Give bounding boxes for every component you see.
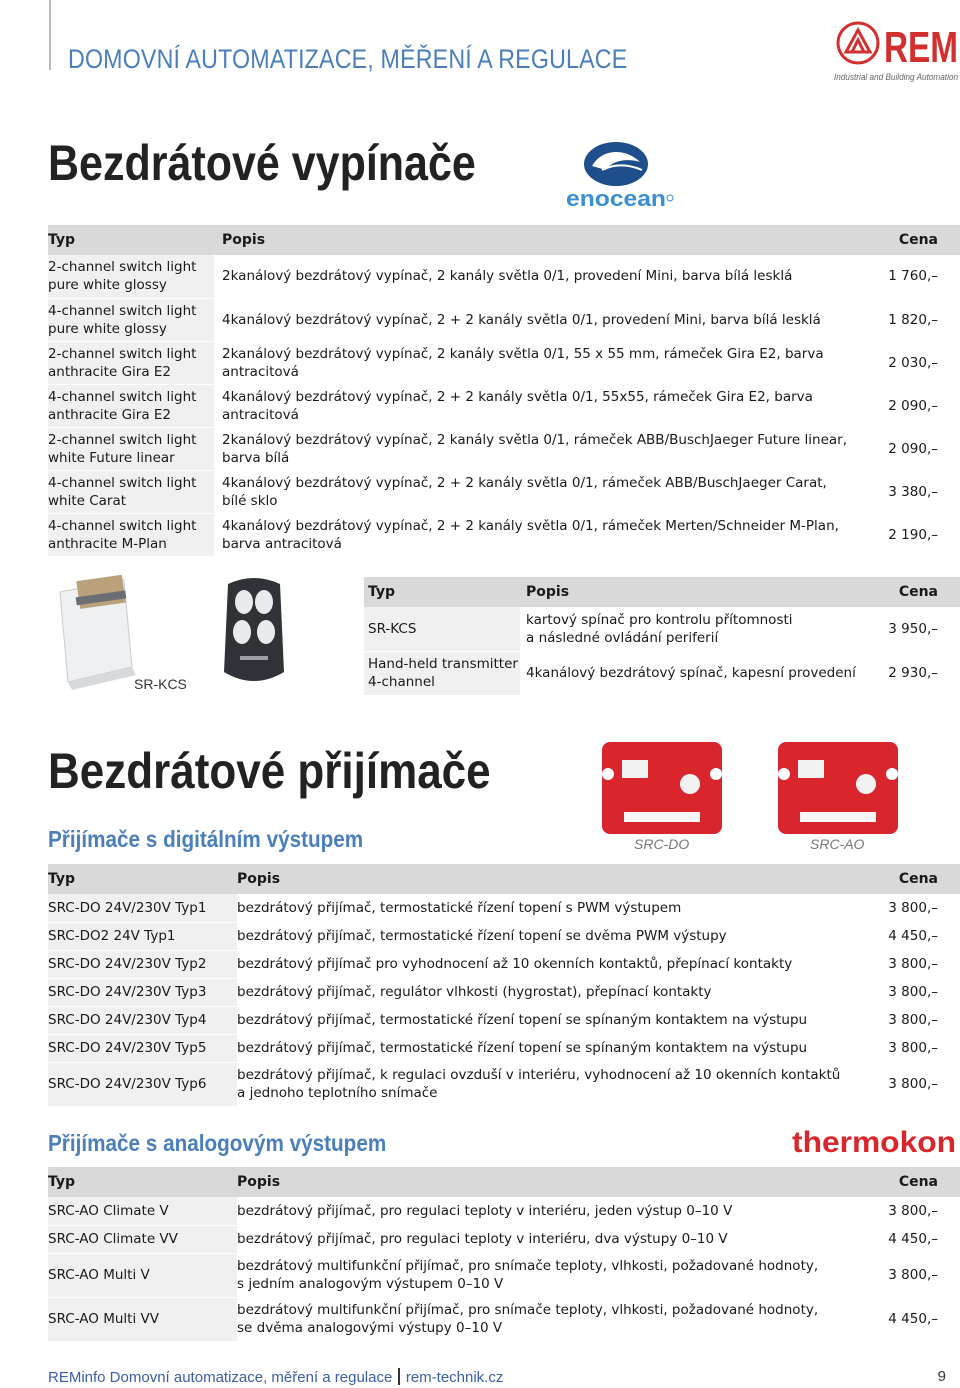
cell-popis-line: a následné ovládání periferií [526, 629, 719, 646]
cell-cena [867, 922, 960, 950]
cell-popis-line: bezdrátový přijímač, termostatické řízení topení se dvěma PWM výstupy [237, 928, 727, 944]
cell-cena [854, 255, 960, 298]
cell-cena-line: 2 090,– [888, 440, 938, 457]
cell-typ-line: 4-channel [368, 674, 435, 690]
cell-popis [214, 384, 854, 427]
cell-cena-line: 3 800,– [888, 956, 938, 972]
cell-cena-line: 3 800,– [888, 899, 938, 916]
cell-popis-line: bezdrátový přijímač, termostatické řízení topení se spínaným kontaktem na výstupu [237, 1012, 808, 1028]
cell-popis-line: 2kanálový bezdrátový vypínač, 2 kanály světla 0/1, 55 x 55 mm, rámeček Gira E2, barva [222, 345, 824, 362]
cell-popis-line: a jednoho teplotního snímače [237, 1085, 438, 1101]
cell-cena-line: 4 450,– [888, 1311, 938, 1327]
cell-popis-line: barva antracitová [222, 535, 342, 552]
cell-typ [48, 255, 214, 298]
cell-typ [48, 1034, 237, 1062]
cell-cena [870, 651, 960, 695]
logo-text: REM [884, 23, 958, 72]
cell-cena-line: 3 380,– [888, 483, 938, 500]
cell-typ [364, 651, 520, 695]
table-row [48, 470, 960, 513]
cell-popis [237, 1034, 867, 1062]
cell-cena [854, 513, 960, 556]
cell-typ [48, 922, 237, 950]
cell-popis [237, 894, 867, 922]
table-row [48, 1062, 960, 1106]
cell-cena [867, 1297, 960, 1341]
cell-typ [48, 1297, 237, 1341]
cell-cena-line: 3 800,– [888, 1202, 938, 1219]
cell-typ-line: 4-channel switch light [48, 388, 197, 405]
enocean-text: enocean [566, 186, 666, 211]
src-ao-image [770, 738, 906, 838]
cell-popis [214, 341, 854, 384]
page-number: 9 [937, 1368, 946, 1385]
cell-typ-line: 2-channel switch light [48, 259, 197, 276]
table-row [48, 894, 960, 922]
cell-typ [48, 1062, 237, 1106]
cell-cena [870, 607, 960, 651]
cell-popis [237, 1253, 867, 1297]
col-cena: Cena [870, 577, 960, 607]
cell-typ-line: SRC-AO Multi VV [48, 1311, 159, 1327]
cell-popis-line: se dvěma analogovými výstupy 0–10 V [237, 1320, 503, 1336]
cell-popis [237, 922, 867, 950]
cell-typ [48, 1006, 237, 1034]
cell-popis [214, 513, 854, 556]
cell-cena [867, 978, 960, 1006]
cell-popis-line: antracitová [222, 363, 299, 380]
col-popis: Popis [214, 225, 854, 255]
cell-typ [364, 607, 520, 651]
cell-cena-line: 4 450,– [888, 928, 938, 944]
cell-popis [214, 470, 854, 513]
cell-cena-line: 3 800,– [888, 1012, 938, 1028]
cell-popis-line: 4kanálový bezdrátový vypínač, 2 + 2 kanály světla 0/1, rámeček ABB/BuschJaeger Carat, bílé sklo [222, 474, 827, 509]
table-row [48, 922, 960, 950]
cell-typ-line: Hand-held transmitter [368, 656, 518, 672]
thermokon-logo [790, 1126, 960, 1158]
cell-typ [48, 341, 214, 384]
cell-cena-line: 1 760,– [888, 268, 938, 285]
sr-kcs-caption: SR-KCS [134, 676, 187, 692]
cell-popis-line: bezdrátový přijímač, termostatické řízení topení se spínaným kontaktem na výstupu [237, 1040, 808, 1056]
table-row [48, 950, 960, 978]
cell-typ-line: anthracite Gira E2 [48, 363, 172, 380]
cell-typ [48, 978, 237, 1006]
cell-cena [867, 1225, 960, 1253]
footer [48, 1368, 503, 1386]
cell-typ-line: anthracite Gira E2 [48, 406, 172, 423]
cell-popis-line: barva bílá [222, 449, 290, 466]
table-row [48, 978, 960, 1006]
cell-popis [237, 1197, 867, 1225]
cell-cena [867, 1253, 960, 1297]
cell-typ-line: SRC-DO 24V/230V Typ5 [48, 1040, 207, 1056]
cell-popis [520, 607, 870, 651]
analog-receivers-table [48, 1167, 960, 1342]
cell-typ [48, 298, 214, 341]
cell-cena [867, 1006, 960, 1034]
col-popis: Popis [237, 864, 867, 894]
logo-tagline: Industrial and Building Automation [834, 72, 958, 83]
switches-title: Bezdrátové vypínače [48, 135, 476, 191]
table-header [48, 1167, 960, 1197]
cell-typ-line: SRC-DO 24V/230V Typ6 [48, 1076, 207, 1092]
cell-cena [867, 1062, 960, 1106]
cell-typ-line: SR-KCS [368, 620, 417, 637]
cell-popis [520, 651, 870, 695]
cell-typ-line: SRC-AO Multi V [48, 1267, 150, 1283]
col-typ: Typ [364, 577, 520, 607]
cell-cena-line: 2 930,– [888, 665, 938, 681]
table-row [48, 1034, 960, 1062]
col-typ: Typ [48, 864, 237, 894]
cell-popis-line: bezdrátový přijímač, pro regulaci teploty v interiéru, jeden výstup 0–10 V [237, 1202, 733, 1219]
table-row [48, 1197, 960, 1225]
cell-typ-line: 4-channel switch light [48, 517, 197, 534]
table-row [364, 607, 960, 651]
cell-popis [214, 427, 854, 470]
table-row [48, 1297, 960, 1341]
cell-typ-line: 4-channel switch light [48, 302, 197, 319]
cell-popis [237, 1062, 867, 1106]
cell-typ [48, 384, 214, 427]
cell-typ-line: pure white glossy [48, 277, 167, 294]
rem-logo [832, 18, 960, 88]
cell-cena [854, 341, 960, 384]
cell-cena [867, 950, 960, 978]
cell-popis-line: 4kanálový bezdrátový vypínač, 2 + 2 kanály světla 0/1, provedení Mini, barva bílá lesklá [222, 311, 821, 328]
cell-popis-line: 4kanálový bezdrátový vypínač, 2 + 2 kanály světla 0/1, 55x55, rámeček Gira E2, barva antracitová [222, 388, 813, 423]
cell-popis-line: s jedním analogovým výstupem 0–10 V [237, 1276, 504, 1292]
cell-popis [237, 1225, 867, 1253]
cell-popis [237, 950, 867, 978]
cell-popis [214, 255, 854, 298]
cell-cena [867, 894, 960, 922]
cell-cena-line: 1 820,– [888, 311, 938, 328]
col-typ: Typ [48, 1167, 237, 1197]
cell-typ [48, 427, 214, 470]
col-popis: Popis [520, 577, 870, 607]
receivers-title: Bezdrátové přijímače [48, 743, 491, 799]
section-title: DOMOVNÍ AUTOMATIZACE, MĚŘENÍ A REGULACE [68, 44, 628, 74]
table-row [48, 1225, 960, 1253]
cell-typ-line: SRC-DO 24V/230V Typ2 [48, 956, 207, 972]
cell-typ [48, 513, 214, 556]
src-do-caption: SRC-DO [634, 836, 690, 852]
table-row [48, 1006, 960, 1034]
cell-popis-line: bezdrátový přijímač, termostatické řízení topení s PWM výstupem [237, 899, 682, 916]
cell-popis-line: bezdrátový multifunkční přijímač, pro snímače teploty, vlhkosti, požadované hodnoty, [237, 1302, 819, 1318]
cell-typ-line: white Carat [48, 492, 127, 509]
cell-popis-line: bezdrátový přijímač, k regulaci ovzduší v interiéru, vyhodnocení až 10 okenních kontaktů [237, 1067, 841, 1083]
cell-popis-line: bezdrátový přijímač, pro regulaci teploty v interiéru, dva výstupy 0–10 V [237, 1231, 728, 1247]
col-cena: Cena [854, 225, 960, 255]
cell-popis-line: 2kanálový bezdrátový vypínač, 2 kanály světla 0/1, provedení Mini, barva bílá lesklá [222, 268, 793, 285]
col-cena: Cena [867, 864, 960, 894]
switches-table [48, 225, 960, 557]
cell-typ [48, 470, 214, 513]
cell-popis-line: bezdrátový přijímač, regulátor vlhkosti (hygrostat), přepínací kontakty [237, 984, 712, 1000]
handheld-table [364, 577, 960, 696]
footer-website-link[interactable]: rem-technik.cz [405, 1369, 504, 1386]
cell-popis [214, 298, 854, 341]
cell-cena [854, 470, 960, 513]
cell-typ-line: 2-channel switch light [48, 431, 197, 448]
cell-typ-line: SRC-AO Climate V [48, 1202, 169, 1219]
cell-typ-line: SRC-DO2 24V Typ1 [48, 928, 176, 944]
table-header [364, 577, 960, 607]
cell-popis-line: bezdrátový přijímač pro vyhodnocení až 10 okenních kontaktů, přepínací kontakty [237, 956, 793, 972]
cell-popis [237, 1006, 867, 1034]
cell-typ [48, 950, 237, 978]
cell-typ-line: SRC-DO 24V/230V Typ4 [48, 1012, 207, 1028]
cell-cena [867, 1197, 960, 1225]
cell-popis-line: 2kanálový bezdrátový vypínač, 2 kanály světla 0/1, rámeček ABB/BuschJaeger Future linear, [222, 431, 847, 448]
thermokon-text: thermokon [792, 1126, 956, 1158]
footer-separator [398, 1368, 400, 1385]
table-row [48, 255, 960, 298]
cell-typ [48, 1253, 237, 1297]
cell-typ-line: 2-channel switch light [48, 345, 197, 362]
src-ao-caption: SRC-AO [810, 836, 865, 852]
cell-typ [48, 894, 237, 922]
cell-cena-line: 2 090,– [888, 397, 938, 414]
table-row [48, 1253, 960, 1297]
table-row [48, 513, 960, 556]
table-row [48, 384, 960, 427]
analog-subtitle: Přijímače s analogovým výstupem [48, 1130, 387, 1156]
cell-cena [854, 427, 960, 470]
digital-subtitle: Přijímače s digitálním výstupem [48, 826, 364, 852]
table-row [48, 341, 960, 384]
col-popis: Popis [237, 1167, 867, 1197]
cell-typ-line: SRC-DO 24V/230V Typ3 [48, 984, 207, 1000]
handheld-remote-image [214, 572, 294, 692]
cell-typ-line: SRC-DO 24V/230V Typ1 [48, 899, 207, 916]
enocean-logo [562, 140, 678, 214]
cell-cena-line: 3 800,– [888, 984, 938, 1000]
col-typ: Typ [48, 225, 214, 255]
table-header [48, 864, 960, 894]
cell-cena-line: 2 030,– [888, 354, 938, 371]
cell-typ-line: SRC-AO Climate VV [48, 1231, 178, 1247]
cell-popis [237, 1297, 867, 1341]
table-row [364, 651, 960, 695]
table-row [48, 298, 960, 341]
cell-cena-line: 3 800,– [888, 1040, 938, 1056]
col-cena: Cena [867, 1167, 960, 1197]
cell-popis-line: 4kanálový bezdrátový spínač, kapesní provedení [526, 665, 856, 681]
cell-typ-line: anthracite M-Plan [48, 535, 167, 552]
cell-cena [854, 384, 960, 427]
src-do-image [594, 738, 730, 838]
cell-popis-line: 4kanálový bezdrátový vypínač, 2 + 2 kanály světla 0/1, rámeček Merten/Schneider M-Plan, [222, 517, 839, 534]
cell-typ-line: white Future linear [48, 449, 175, 466]
cell-cena-line: 4 450,– [888, 1231, 938, 1247]
header-divider [49, 0, 51, 70]
cell-typ-line: pure white glossy [48, 320, 167, 337]
digital-receivers-table [48, 864, 960, 1107]
cell-cena-line: 3 800,– [888, 1267, 938, 1283]
cell-popis-line: bezdrátový multifunkční přijímač, pro snímače teploty, vlhkosti, požadované hodnoty, [237, 1258, 819, 1274]
cell-typ [48, 1225, 237, 1253]
cell-typ [48, 1197, 237, 1225]
cell-popis-line: kartový spínač pro kontrolu přítomnosti [526, 611, 793, 628]
cell-cena-line: 2 190,– [888, 526, 938, 543]
cell-cena [867, 1034, 960, 1062]
table-row [48, 427, 960, 470]
cell-cena [854, 298, 960, 341]
cell-cena-line: 3 800,– [888, 1076, 938, 1092]
cell-typ-line: 4-channel switch light [48, 474, 197, 491]
footer-publication: REMinfo Domovní automatizace, měření a regulace [48, 1369, 393, 1386]
cell-popis [237, 978, 867, 1006]
table-header [48, 225, 960, 255]
cell-cena-line: 3 950,– [888, 620, 938, 637]
